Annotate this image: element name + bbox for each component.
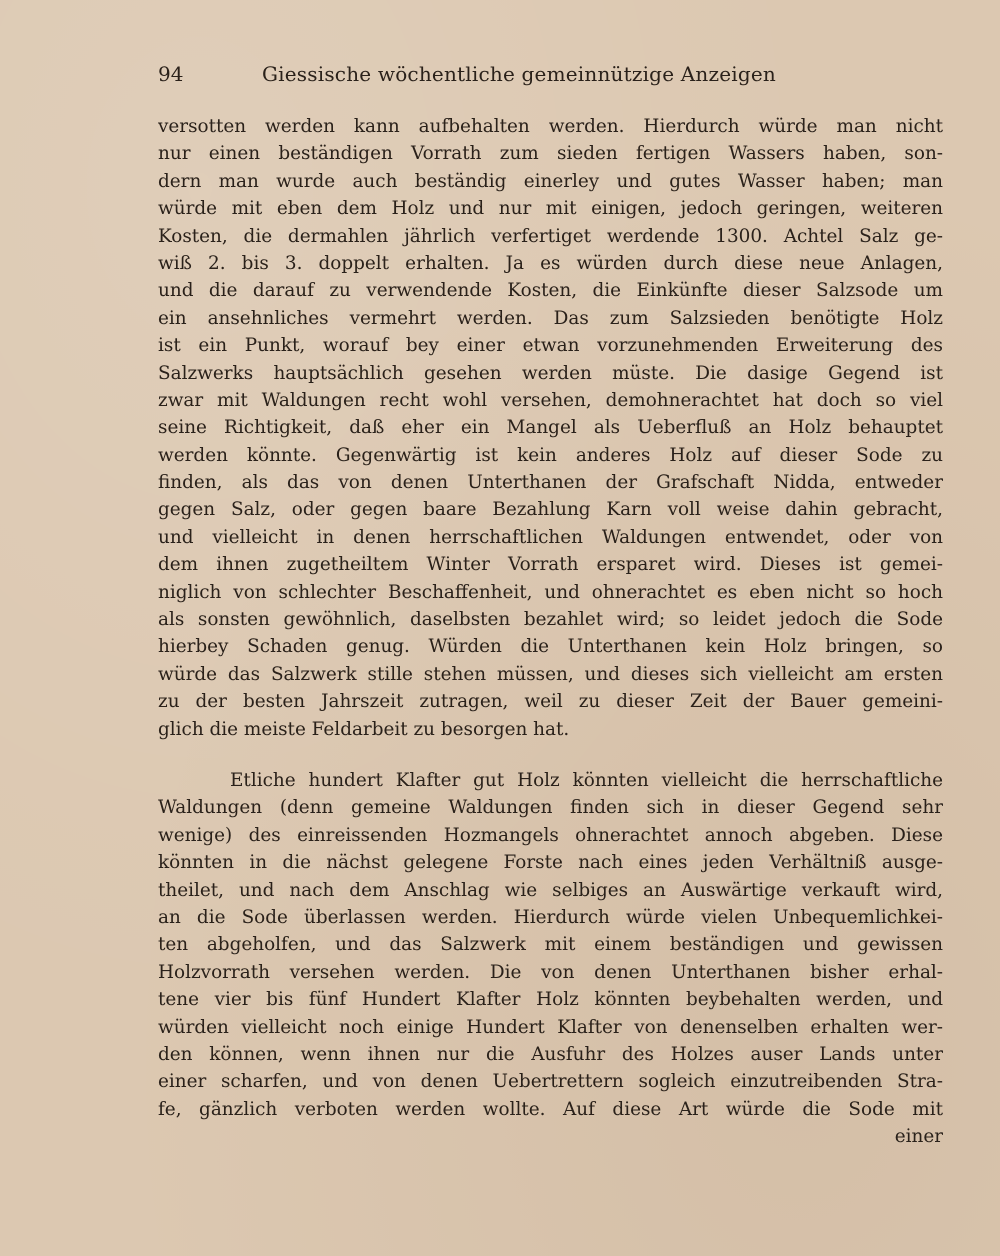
text-line: zwar mit Waldungen recht wohl versehen, demohnerachtet hat doch so viel xyxy=(158,389,943,411)
running-title: Giessische wöchentliche gemeinnützige Anzeigen xyxy=(262,62,776,86)
text-line: ein ansehnliches vermehrt werden. Das zum Salzsieden benötigte Holz xyxy=(158,307,943,329)
text-line: gegen Salz, oder gegen baare Bezahlung Karn voll weise dahin gebracht, xyxy=(158,499,943,521)
text-line: könnten in die nächst gelegene Forste nach eines jeden Verhältniß ausge- xyxy=(158,852,943,874)
text-line: nur einen beständigen Vorrath zum sieden fertigen Wassers haben, son- xyxy=(158,143,943,165)
text-line: werden könnte. Gegenwärtig ist kein anderes Holz auf dieser Sode zu xyxy=(158,444,943,466)
text-line: Holzvorrath versehen werden. Die von denen Unterthanen bisher erhal- xyxy=(158,961,943,983)
text-line: zu der besten Jahrszeit zutragen, weil zu dieser Zeit der Bauer gemeini- xyxy=(158,691,943,713)
text-line: Waldungen (denn gemeine Waldungen finden sich in dieser Gegend sehr xyxy=(158,797,943,819)
page-header xyxy=(158,62,848,90)
text-line: und die darauf zu verwendende Kosten, die Einkünfte dieser Salzsode um xyxy=(158,280,943,302)
paragraph-2 xyxy=(158,767,943,1150)
paragraph-1 xyxy=(158,113,943,743)
text-line: wiß 2. bis 3. doppelt erhalten. Ja es würden durch diese neue Anlagen, xyxy=(158,252,943,274)
text-line: dern man wurde auch beständig einerley und gutes Wasser haben; man xyxy=(158,170,943,192)
text-line: fe, gänzlich verboten werden wollte. Auf diese Art würde die Sode mit xyxy=(158,1098,943,1120)
text-line: würden vielleicht noch einige Hundert Klafter von denenselben erhalten wer- xyxy=(158,1016,943,1038)
text-line: finden, als das von denen Unterthanen der Grafschaft Nidda, entweder xyxy=(158,472,943,494)
text-line: seine Richtigkeit, daß eher ein Mangel als Ueberfluß an Holz behauptet xyxy=(158,417,943,439)
text-line: versotten werden kann aufbehalten werden. Hierdurch würde man nicht xyxy=(158,116,943,137)
text-line: würde mit eben dem Holz und nur mit einigen, jedoch geringen, weiteren xyxy=(158,198,943,220)
text-line: hierbey Schaden genug. Würden die Unterthanen kein Holz bringen, so xyxy=(158,636,943,658)
page-number: 94 xyxy=(158,62,184,86)
text-line: glich die meiste Feldarbeit zu besorgen hat. xyxy=(158,718,570,740)
text-line: Salzwerks hauptsächlich gesehen werden müste. Die dasige Gegend ist xyxy=(158,362,943,384)
text-line: dem ihnen zugetheiltem Winter Vorrath ersparet wird. Dieses ist gemei- xyxy=(158,554,943,576)
text-line: Etliche hundert Klafter gut Holz könnten vielleicht die herrschaftliche xyxy=(230,770,943,791)
text-line: einer scharfen, und von denen Uebertrettern sogleich einzutreibenden Stra- xyxy=(158,1071,943,1093)
text-line: Kosten, die dermahlen jährlich verfertiget werdende 1300. Achtel Salz ge- xyxy=(158,225,943,247)
text-line: ten abgeholfen, und das Salzwerk mit einem beständigen und gewissen xyxy=(158,934,943,956)
text-line: den können, wenn ihnen nur die Ausfuhr des Holzes auser Lands unter xyxy=(158,1043,943,1065)
text-line: als sonsten gewöhnlich, daselbsten bezahlet wird; so leidet jedoch die Sode xyxy=(158,609,943,631)
text-line: an die Sode überlassen werden. Hierdurch würde vielen Unbequemlichkei- xyxy=(158,906,943,928)
text-line: wenige) des einreissenden Hozmangels ohnerachtet annoch abgeben. Diese xyxy=(158,824,943,846)
catchword: einer xyxy=(894,1126,943,1148)
text-line: niglich von schlechter Beschaffenheit, und ohnerachtet es eben nicht so hoch xyxy=(158,581,943,603)
text-line: und vielleicht in denen herrschaftlichen Waldungen entwendet, oder von xyxy=(158,526,943,548)
text-line: ist ein Punkt, worauf bey einer etwan vorzunehmenden Erweiterung des xyxy=(158,335,943,357)
text-line: theilet, und nach dem Anschlag wie selbiges an Auswärtige verkauft wird, xyxy=(158,879,943,901)
text-line: würde das Salzwerk stille stehen müssen, und dieses sich vielleicht am ersten xyxy=(158,663,943,685)
text-line: tene vier bis fünf Hundert Klafter Holz könnten beybehalten werden, und xyxy=(158,989,943,1011)
